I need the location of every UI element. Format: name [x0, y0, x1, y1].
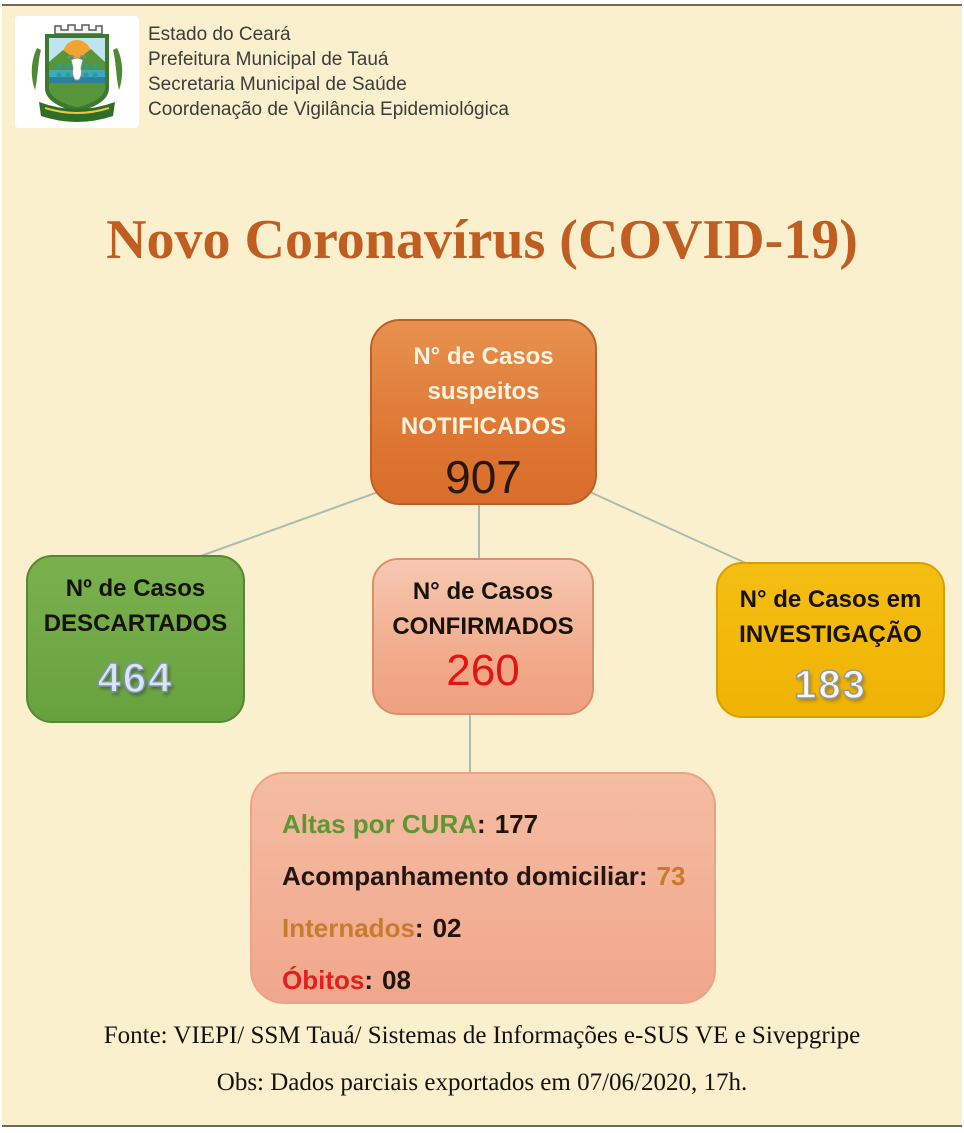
org-line-secretaria: Secretaria Municipal de Saúde [148, 74, 407, 95]
logo-block [15, 16, 139, 128]
breakdown-row-hospitalized [282, 902, 714, 954]
deaths-count: 08 [382, 965, 411, 995]
cured-separator: : [477, 809, 486, 839]
confirmed-breakdown-box [250, 772, 716, 1004]
page-title: Novo Coronavírus (COVID-19) [106, 209, 858, 271]
notified-label-line3: NOTIFICADOS [400, 413, 567, 440]
hospitalized-label: Internados [282, 913, 415, 943]
hospitalized-separator: : [414, 913, 424, 943]
notified-label-line1: N° de Casos [413, 343, 554, 370]
notified-count: 907 [445, 451, 522, 503]
infographic-page [2, 4, 962, 1127]
breakdown-row-home-care [282, 850, 714, 902]
source-line: Fonte: VIEPI/ SSM Tauá/ Sistemas de Informações e-SUS VE e Sivepgripe [103, 1022, 861, 1049]
cured-label: Altas por CURA [282, 809, 478, 839]
home-care-separator: : [638, 861, 648, 891]
obs-line: Obs: Dados parciais exportados em 07/06/2020, 17h. [216, 1069, 748, 1096]
confirmed-count: 260 [446, 646, 520, 695]
discarded-count: 464 [97, 654, 174, 701]
breakdown-row-deaths [282, 954, 714, 1006]
deaths-separator: : [364, 965, 374, 995]
node-confirmed [372, 558, 594, 715]
home-care-label: Acompanhamento domiciliar [282, 861, 639, 891]
discarded-label-line2: DESCARTADOS [43, 610, 228, 637]
discarded-label-line1: Nº de Casos [65, 575, 206, 602]
breakdown-row-cured [282, 798, 714, 850]
node-discarded [26, 555, 245, 723]
coat-of-arms-icon [21, 18, 133, 127]
deaths-label: Óbitos [282, 965, 365, 995]
org-line-state: Estado do Ceará [148, 24, 291, 45]
hospitalized-count: 02 [432, 913, 462, 943]
confirmed-label-line2: CONFIRMADOS [392, 613, 574, 640]
investigation-count: 183 [794, 663, 867, 707]
node-under-investigation [716, 562, 945, 718]
node-suspected-notified [370, 319, 597, 505]
notified-label-line2: suspeitos [427, 378, 540, 405]
home-care-count: 73 [656, 861, 686, 891]
org-line-prefeitura: Prefeitura Municipal de Tauá [148, 49, 389, 70]
investigation-label-line2: INVESTIGAÇÃO [739, 621, 922, 648]
cured-count: 177 [494, 809, 539, 839]
investigation-label-line1: N° de Casos em [739, 586, 922, 613]
org-line-coordenacao: Coordenação de Vigilância Epidemiológica [148, 99, 509, 120]
org-header [148, 22, 509, 122]
confirmed-label-line1: N° de Casos [412, 578, 554, 605]
